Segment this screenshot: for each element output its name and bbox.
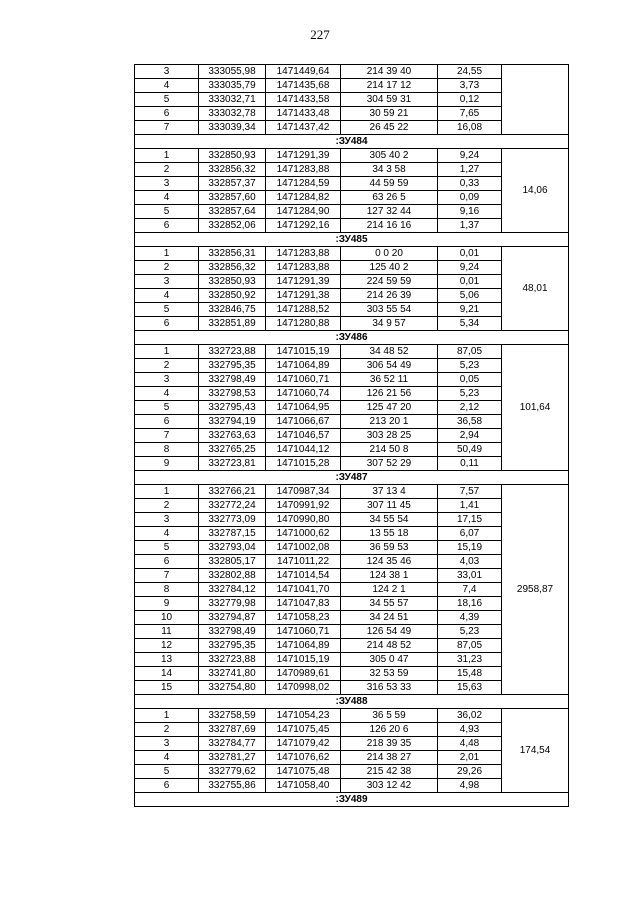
y-coordinate-cell: 1471284,82 bbox=[266, 191, 341, 205]
point-number-cell: 1 bbox=[135, 345, 199, 359]
x-coordinate-cell: 332802,88 bbox=[199, 569, 266, 583]
x-coordinate-cell: 332856,32 bbox=[199, 163, 266, 177]
point-number-cell: 2 bbox=[135, 163, 199, 177]
point-number-cell: 4 bbox=[135, 191, 199, 205]
point-number-cell: 14 bbox=[135, 667, 199, 681]
distance-cell: 15,63 bbox=[438, 681, 502, 695]
x-coordinate-cell: 332772,24 bbox=[199, 499, 266, 513]
distance-cell: 87,05 bbox=[438, 345, 502, 359]
y-coordinate-cell: 1471058,23 bbox=[266, 611, 341, 625]
area-cell: 174,54 bbox=[502, 709, 569, 793]
distance-cell: 7,65 bbox=[438, 107, 502, 121]
bearing-cell: 34 48 52 bbox=[341, 345, 438, 359]
x-coordinate-cell: 332784,12 bbox=[199, 583, 266, 597]
y-coordinate-cell: 1471288,52 bbox=[266, 303, 341, 317]
y-coordinate-cell: 1471437,42 bbox=[266, 121, 341, 135]
distance-cell: 5,06 bbox=[438, 289, 502, 303]
y-coordinate-cell: 1470991,92 bbox=[266, 499, 341, 513]
distance-cell: 1,41 bbox=[438, 499, 502, 513]
point-number-cell: 3 bbox=[135, 65, 199, 79]
distance-cell: 9,24 bbox=[438, 149, 502, 163]
bearing-cell: 307 11 45 bbox=[341, 499, 438, 513]
bearing-cell: 214 17 12 bbox=[341, 79, 438, 93]
point-number-cell: 6 bbox=[135, 555, 199, 569]
distance-cell: 7,57 bbox=[438, 485, 502, 499]
bearing-cell: 124 38 1 bbox=[341, 569, 438, 583]
y-coordinate-cell: 1471041,70 bbox=[266, 583, 341, 597]
distance-cell: 5,23 bbox=[438, 625, 502, 639]
y-coordinate-cell: 1471435,68 bbox=[266, 79, 341, 93]
bearing-cell: 34 24 51 bbox=[341, 611, 438, 625]
x-coordinate-cell: 333032,78 bbox=[199, 107, 266, 121]
x-coordinate-cell: 332754,80 bbox=[199, 681, 266, 695]
x-coordinate-cell: 332781,27 bbox=[199, 751, 266, 765]
bearing-cell: 124 35 46 bbox=[341, 555, 438, 569]
distance-cell: 0,11 bbox=[438, 457, 502, 471]
point-number-cell: 7 bbox=[135, 569, 199, 583]
area-cell bbox=[502, 65, 569, 135]
bearing-cell: 44 59 59 bbox=[341, 177, 438, 191]
distance-cell: 5,34 bbox=[438, 317, 502, 331]
distance-cell: 15,48 bbox=[438, 667, 502, 681]
y-coordinate-cell: 1471066,67 bbox=[266, 415, 341, 429]
x-coordinate-cell: 332758,59 bbox=[199, 709, 266, 723]
y-coordinate-cell: 1471284,59 bbox=[266, 177, 341, 191]
table-row bbox=[135, 65, 569, 79]
x-coordinate-cell: 332857,37 bbox=[199, 177, 266, 191]
x-coordinate-cell: 332795,35 bbox=[199, 359, 266, 373]
distance-cell: 5,23 bbox=[438, 359, 502, 373]
point-number-cell: 3 bbox=[135, 513, 199, 527]
x-coordinate-cell: 332850,93 bbox=[199, 149, 266, 163]
x-coordinate-cell: 332795,43 bbox=[199, 401, 266, 415]
point-number-cell: 5 bbox=[135, 401, 199, 415]
point-number-cell: 8 bbox=[135, 583, 199, 597]
table-row bbox=[135, 485, 569, 499]
y-coordinate-cell: 1471011,22 bbox=[266, 555, 341, 569]
y-coordinate-cell: 1471015,19 bbox=[266, 345, 341, 359]
x-coordinate-cell: 332723,81 bbox=[199, 457, 266, 471]
point-number-cell: 1 bbox=[135, 149, 199, 163]
distance-cell: 29,26 bbox=[438, 765, 502, 779]
point-number-cell: 6 bbox=[135, 415, 199, 429]
x-coordinate-cell: 332755,86 bbox=[199, 779, 266, 793]
point-number-cell: 13 bbox=[135, 653, 199, 667]
point-number-cell: 2 bbox=[135, 359, 199, 373]
point-number-cell: 7 bbox=[135, 121, 199, 135]
y-coordinate-cell: 1471064,95 bbox=[266, 401, 341, 415]
point-number-cell: 5 bbox=[135, 541, 199, 555]
bearing-cell: 26 45 22 bbox=[341, 121, 438, 135]
y-coordinate-cell: 1471449,64 bbox=[266, 65, 341, 79]
distance-cell: 17,15 bbox=[438, 513, 502, 527]
x-coordinate-cell: 332795,35 bbox=[199, 639, 266, 653]
x-coordinate-cell: 333032,71 bbox=[199, 93, 266, 107]
bearing-cell: 34 55 57 bbox=[341, 597, 438, 611]
y-coordinate-cell: 1471284,90 bbox=[266, 205, 341, 219]
area-cell: 101,64 bbox=[502, 345, 569, 471]
x-coordinate-cell: 332856,31 bbox=[199, 247, 266, 261]
y-coordinate-cell: 1471075,45 bbox=[266, 723, 341, 737]
bearing-cell: 30 59 21 bbox=[341, 107, 438, 121]
y-coordinate-cell: 1471015,19 bbox=[266, 653, 341, 667]
x-coordinate-cell: 333039,34 bbox=[199, 121, 266, 135]
x-coordinate-cell: 332852,06 bbox=[199, 219, 266, 233]
bearing-cell: 316 53 33 bbox=[341, 681, 438, 695]
bearing-cell: 214 38 27 bbox=[341, 751, 438, 765]
point-number-cell: 3 bbox=[135, 177, 199, 191]
y-coordinate-cell: 1471280,88 bbox=[266, 317, 341, 331]
distance-cell: 7,4 bbox=[438, 583, 502, 597]
y-coordinate-cell: 1471047,83 bbox=[266, 597, 341, 611]
point-number-cell: 5 bbox=[135, 205, 199, 219]
y-coordinate-cell: 1471075,48 bbox=[266, 765, 341, 779]
y-coordinate-cell: 1471060,74 bbox=[266, 387, 341, 401]
point-number-cell: 10 bbox=[135, 611, 199, 625]
point-number-cell: 15 bbox=[135, 681, 199, 695]
y-coordinate-cell: 1471079,42 bbox=[266, 737, 341, 751]
x-coordinate-cell: 332763,63 bbox=[199, 429, 266, 443]
distance-cell: 4,93 bbox=[438, 723, 502, 737]
distance-cell: 36,58 bbox=[438, 415, 502, 429]
section-header-row bbox=[135, 471, 569, 485]
point-number-cell: 3 bbox=[135, 373, 199, 387]
x-coordinate-cell: 332798,49 bbox=[199, 625, 266, 639]
bearing-cell: 305 0 47 bbox=[341, 653, 438, 667]
point-number-cell: 4 bbox=[135, 527, 199, 541]
point-number-cell: 3 bbox=[135, 737, 199, 751]
bearing-cell: 303 12 42 bbox=[341, 779, 438, 793]
distance-cell: 4,39 bbox=[438, 611, 502, 625]
y-coordinate-cell: 1471060,71 bbox=[266, 625, 341, 639]
section-header-row bbox=[135, 135, 569, 149]
x-coordinate-cell: 332765,25 bbox=[199, 443, 266, 457]
y-coordinate-cell: 1471046,57 bbox=[266, 429, 341, 443]
point-number-cell: 4 bbox=[135, 751, 199, 765]
bearing-cell: 307 52 29 bbox=[341, 457, 438, 471]
distance-cell: 4,03 bbox=[438, 555, 502, 569]
distance-cell: 24,55 bbox=[438, 65, 502, 79]
distance-cell: 31,23 bbox=[438, 653, 502, 667]
distance-cell: 87,05 bbox=[438, 639, 502, 653]
table-row bbox=[135, 345, 569, 359]
distance-cell: 18,16 bbox=[438, 597, 502, 611]
bearing-cell: 13 55 18 bbox=[341, 527, 438, 541]
section-header-row bbox=[135, 793, 569, 807]
table-row bbox=[135, 149, 569, 163]
point-number-cell: 5 bbox=[135, 765, 199, 779]
y-coordinate-cell: 1471000,62 bbox=[266, 527, 341, 541]
x-coordinate-cell: 332851,89 bbox=[199, 317, 266, 331]
distance-cell: 0,05 bbox=[438, 373, 502, 387]
bearing-cell: 214 39 40 bbox=[341, 65, 438, 79]
x-coordinate-cell: 332784,77 bbox=[199, 737, 266, 751]
bearing-cell: 127 32 44 bbox=[341, 205, 438, 219]
distance-cell: 0,09 bbox=[438, 191, 502, 205]
x-coordinate-cell: 332779,98 bbox=[199, 597, 266, 611]
x-coordinate-cell: 333035,79 bbox=[199, 79, 266, 93]
point-number-cell: 1 bbox=[135, 709, 199, 723]
distance-cell: 0,01 bbox=[438, 247, 502, 261]
point-number-cell: 5 bbox=[135, 303, 199, 317]
section-header-row bbox=[135, 695, 569, 709]
section-title: :ЗУ488 bbox=[135, 695, 569, 709]
x-coordinate-cell: 332723,88 bbox=[199, 345, 266, 359]
y-coordinate-cell: 1471433,48 bbox=[266, 107, 341, 121]
distance-cell: 50,49 bbox=[438, 443, 502, 457]
x-coordinate-cell: 332856,32 bbox=[199, 261, 266, 275]
distance-cell: 6,07 bbox=[438, 527, 502, 541]
distance-cell: 2,94 bbox=[438, 429, 502, 443]
x-coordinate-cell: 332857,60 bbox=[199, 191, 266, 205]
bearing-cell: 305 40 2 bbox=[341, 149, 438, 163]
y-coordinate-cell: 1471283,88 bbox=[266, 247, 341, 261]
bearing-cell: 0 0 20 bbox=[341, 247, 438, 261]
distance-cell: 33,01 bbox=[438, 569, 502, 583]
y-coordinate-cell: 1471076,62 bbox=[266, 751, 341, 765]
y-coordinate-cell: 1471060,71 bbox=[266, 373, 341, 387]
x-coordinate-cell: 332787,69 bbox=[199, 723, 266, 737]
point-number-cell: 5 bbox=[135, 93, 199, 107]
point-number-cell: 9 bbox=[135, 597, 199, 611]
point-number-cell: 1 bbox=[135, 485, 199, 499]
bearing-cell: 218 39 35 bbox=[341, 737, 438, 751]
distance-cell: 4,48 bbox=[438, 737, 502, 751]
distance-cell: 36,02 bbox=[438, 709, 502, 723]
point-number-cell: 2 bbox=[135, 261, 199, 275]
point-number-cell: 2 bbox=[135, 723, 199, 737]
bearing-cell: 36 5 59 bbox=[341, 709, 438, 723]
distance-cell: 0,12 bbox=[438, 93, 502, 107]
section-title: :ЗУ485 bbox=[135, 233, 569, 247]
y-coordinate-cell: 1471283,88 bbox=[266, 261, 341, 275]
bearing-cell: 32 53 59 bbox=[341, 667, 438, 681]
bearing-cell: 304 59 31 bbox=[341, 93, 438, 107]
point-number-cell: 6 bbox=[135, 107, 199, 121]
y-coordinate-cell: 1471014,54 bbox=[266, 569, 341, 583]
y-coordinate-cell: 1471054,23 bbox=[266, 709, 341, 723]
bearing-cell: 303 55 54 bbox=[341, 303, 438, 317]
table-row bbox=[135, 247, 569, 261]
point-number-cell: 8 bbox=[135, 443, 199, 457]
section-header-row bbox=[135, 233, 569, 247]
bearing-cell: 214 48 52 bbox=[341, 639, 438, 653]
bearing-cell: 214 26 39 bbox=[341, 289, 438, 303]
bearing-cell: 215 42 38 bbox=[341, 765, 438, 779]
bearing-cell: 224 59 59 bbox=[341, 275, 438, 289]
point-number-cell: 11 bbox=[135, 625, 199, 639]
point-number-cell: 2 bbox=[135, 499, 199, 513]
distance-cell: 16,08 bbox=[438, 121, 502, 135]
x-coordinate-cell: 333055,98 bbox=[199, 65, 266, 79]
section-title: :ЗУ484 bbox=[135, 135, 569, 149]
y-coordinate-cell: 1470990,80 bbox=[266, 513, 341, 527]
x-coordinate-cell: 332773,09 bbox=[199, 513, 266, 527]
y-coordinate-cell: 1471002,08 bbox=[266, 541, 341, 555]
y-coordinate-cell: 1471291,39 bbox=[266, 275, 341, 289]
x-coordinate-cell: 332850,92 bbox=[199, 289, 266, 303]
y-coordinate-cell: 1471058,40 bbox=[266, 779, 341, 793]
table-row bbox=[135, 709, 569, 723]
x-coordinate-cell: 332805,17 bbox=[199, 555, 266, 569]
distance-cell: 15,19 bbox=[438, 541, 502, 555]
x-coordinate-cell: 332794,19 bbox=[199, 415, 266, 429]
x-coordinate-cell: 332857,64 bbox=[199, 205, 266, 219]
point-number-cell: 6 bbox=[135, 219, 199, 233]
bearing-cell: 303 28 25 bbox=[341, 429, 438, 443]
area-cell: 14,06 bbox=[502, 149, 569, 233]
area-cell: 2958,87 bbox=[502, 485, 569, 695]
x-coordinate-cell: 332787,15 bbox=[199, 527, 266, 541]
distance-cell: 9,16 bbox=[438, 205, 502, 219]
point-number-cell: 7 bbox=[135, 429, 199, 443]
bearing-cell: 37 13 4 bbox=[341, 485, 438, 499]
bearing-cell: 214 16 16 bbox=[341, 219, 438, 233]
section-title: :ЗУ489 bbox=[135, 793, 569, 807]
bearing-cell: 126 21 56 bbox=[341, 387, 438, 401]
y-coordinate-cell: 1471433,58 bbox=[266, 93, 341, 107]
bearing-cell: 124 2 1 bbox=[341, 583, 438, 597]
y-coordinate-cell: 1471015,28 bbox=[266, 457, 341, 471]
distance-cell: 9,21 bbox=[438, 303, 502, 317]
point-number-cell: 1 bbox=[135, 247, 199, 261]
bearing-cell: 34 9 57 bbox=[341, 317, 438, 331]
bearing-cell: 63 26 5 bbox=[341, 191, 438, 205]
bearing-cell: 126 54 49 bbox=[341, 625, 438, 639]
x-coordinate-cell: 332846,75 bbox=[199, 303, 266, 317]
distance-cell: 5,23 bbox=[438, 387, 502, 401]
y-coordinate-cell: 1471064,89 bbox=[266, 639, 341, 653]
distance-cell: 2,12 bbox=[438, 401, 502, 415]
coordinates-table bbox=[134, 64, 569, 807]
point-number-cell: 4 bbox=[135, 79, 199, 93]
bearing-cell: 34 55 54 bbox=[341, 513, 438, 527]
page-number: 227 bbox=[310, 27, 330, 42]
bearing-cell: 306 54 49 bbox=[341, 359, 438, 373]
y-coordinate-cell: 1470989,61 bbox=[266, 667, 341, 681]
y-coordinate-cell: 1470998,02 bbox=[266, 681, 341, 695]
distance-cell: 0,33 bbox=[438, 177, 502, 191]
x-coordinate-cell: 332779,62 bbox=[199, 765, 266, 779]
distance-cell: 1,37 bbox=[438, 219, 502, 233]
point-number-cell: 12 bbox=[135, 639, 199, 653]
x-coordinate-cell: 332798,49 bbox=[199, 373, 266, 387]
point-number-cell: 9 bbox=[135, 457, 199, 471]
x-coordinate-cell: 332741,80 bbox=[199, 667, 266, 681]
distance-cell: 9,24 bbox=[438, 261, 502, 275]
x-coordinate-cell: 332798,53 bbox=[199, 387, 266, 401]
point-number-cell: 4 bbox=[135, 387, 199, 401]
distance-cell: 0,01 bbox=[438, 275, 502, 289]
bearing-cell: 34 3 58 bbox=[341, 163, 438, 177]
bearing-cell: 125 40 2 bbox=[341, 261, 438, 275]
distance-cell: 2,01 bbox=[438, 751, 502, 765]
x-coordinate-cell: 332766,21 bbox=[199, 485, 266, 499]
point-number-cell: 6 bbox=[135, 317, 199, 331]
distance-cell: 1,27 bbox=[438, 163, 502, 177]
section-header-row bbox=[135, 331, 569, 345]
distance-cell: 4,98 bbox=[438, 779, 502, 793]
bearing-cell: 214 50 8 bbox=[341, 443, 438, 457]
section-title: :ЗУ487 bbox=[135, 471, 569, 485]
area-cell: 48,01 bbox=[502, 247, 569, 331]
bearing-cell: 213 20 1 bbox=[341, 415, 438, 429]
y-coordinate-cell: 1471292,16 bbox=[266, 219, 341, 233]
point-number-cell: 6 bbox=[135, 779, 199, 793]
bearing-cell: 36 52 11 bbox=[341, 373, 438, 387]
y-coordinate-cell: 1471044,12 bbox=[266, 443, 341, 457]
bearing-cell: 36 59 53 bbox=[341, 541, 438, 555]
y-coordinate-cell: 1471291,38 bbox=[266, 289, 341, 303]
y-coordinate-cell: 1471064,89 bbox=[266, 359, 341, 373]
section-title: :ЗУ486 bbox=[135, 331, 569, 345]
x-coordinate-cell: 332793,04 bbox=[199, 541, 266, 555]
point-number-cell: 3 bbox=[135, 275, 199, 289]
x-coordinate-cell: 332723,88 bbox=[199, 653, 266, 667]
x-coordinate-cell: 332850,93 bbox=[199, 275, 266, 289]
y-coordinate-cell: 1471283,88 bbox=[266, 163, 341, 177]
x-coordinate-cell: 332794,87 bbox=[199, 611, 266, 625]
bearing-cell: 126 20 6 bbox=[341, 723, 438, 737]
y-coordinate-cell: 1470987,34 bbox=[266, 485, 341, 499]
y-coordinate-cell: 1471291,39 bbox=[266, 149, 341, 163]
point-number-cell: 4 bbox=[135, 289, 199, 303]
bearing-cell: 125 47 20 bbox=[341, 401, 438, 415]
distance-cell: 3,73 bbox=[438, 79, 502, 93]
